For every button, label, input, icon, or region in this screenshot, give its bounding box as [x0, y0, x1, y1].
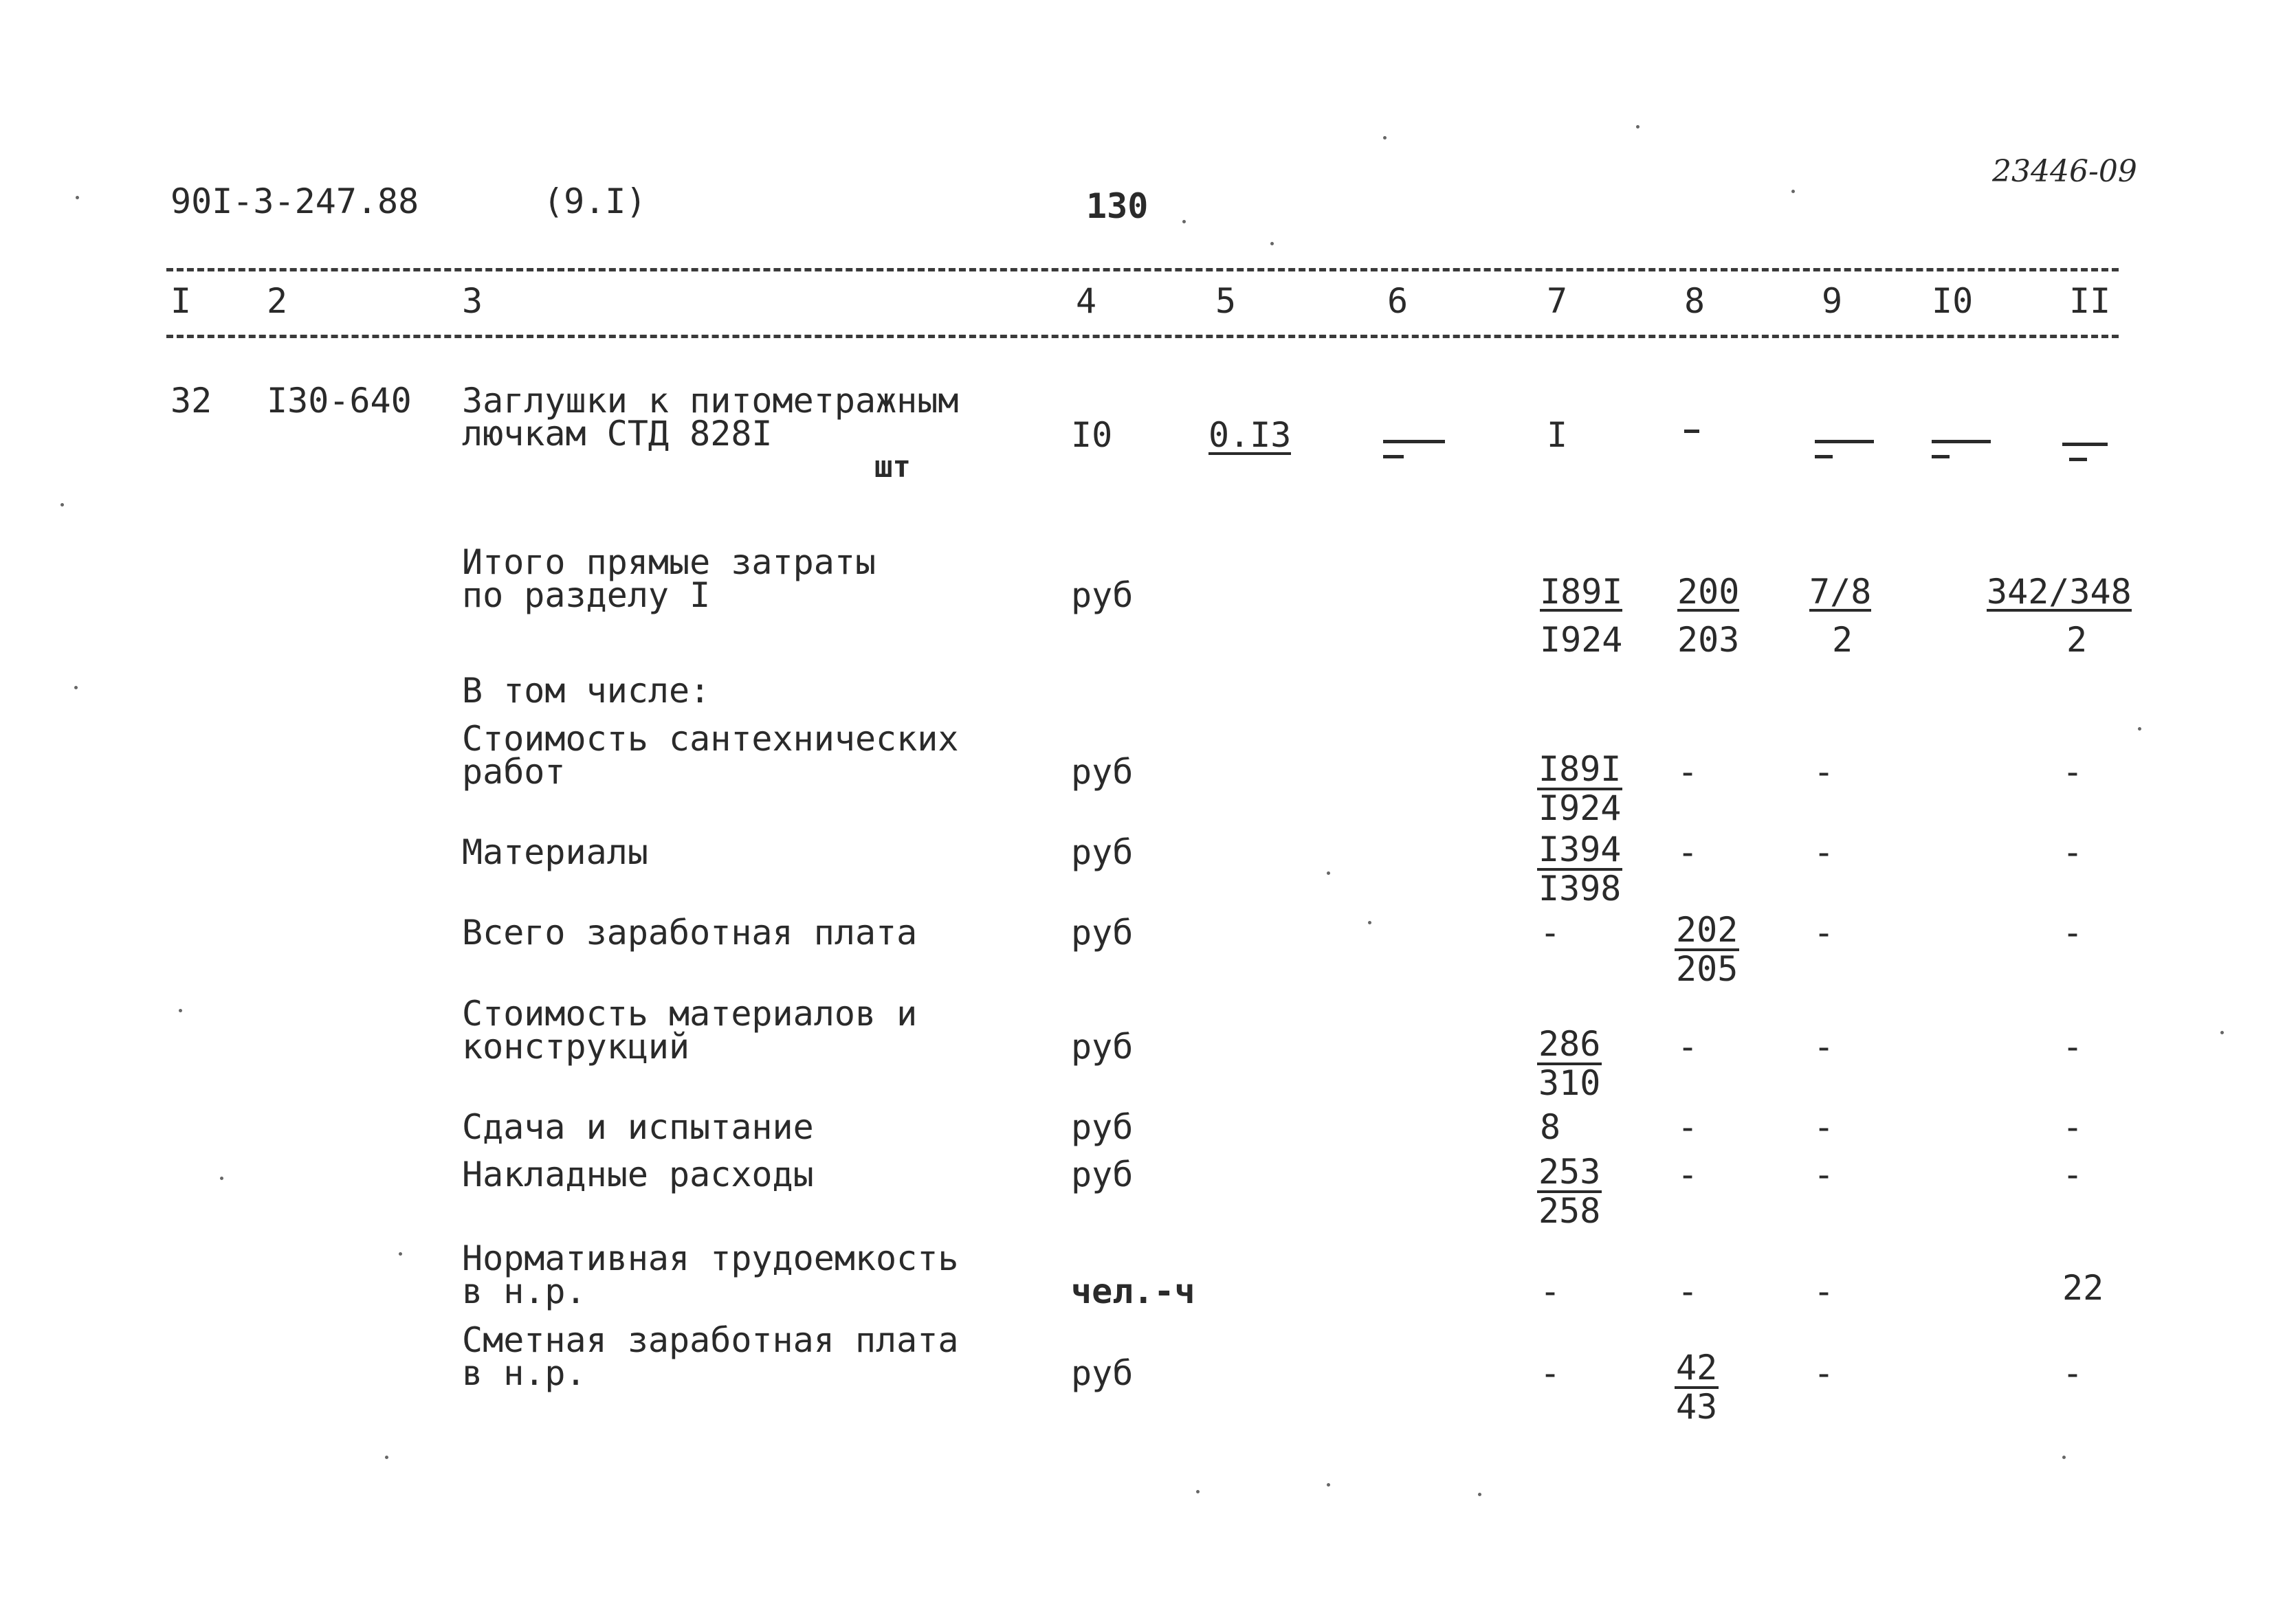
total-col8-bottom: 203: [1677, 620, 1740, 660]
total-col9-bottom: 2: [1832, 620, 1853, 660]
row-col8-top: 42: [1676, 1348, 1718, 1388]
row-unit: руб: [1071, 1353, 1134, 1393]
scan-speck: [76, 196, 79, 199]
row-col9-value: -: [1813, 1107, 1835, 1147]
row-col7-bottom: 310: [1538, 1063, 1601, 1103]
item-col9-mark-sub: [1815, 455, 1833, 458]
row-col8-value: -: [1677, 1107, 1699, 1147]
col-header-4: 4: [1076, 281, 1097, 321]
row-col7-top: I394: [1538, 830, 1622, 869]
scan-speck: [1182, 220, 1186, 223]
row-unit: руб: [1071, 1107, 1134, 1147]
item-col10-mark-sub: [1932, 455, 1950, 458]
col-header-5: 5: [1215, 281, 1237, 321]
row-col11-value: -: [2062, 832, 2084, 872]
item-col4-value: I0: [1071, 415, 1113, 455]
row-unit: руб: [1071, 913, 1134, 953]
total-col11-top: 342/348: [1987, 572, 2132, 612]
header-rule-top: [166, 268, 2119, 271]
row-col7-fraction: [1537, 1026, 1602, 1101]
row-col7-value: -: [1540, 1271, 1561, 1311]
col-header-2: 2: [267, 281, 288, 321]
total-col7-top: I89I: [1540, 572, 1623, 612]
section-number: (9.I): [543, 181, 647, 221]
row-col7-value: -: [1540, 913, 1561, 953]
item-description-line2: лючкам СТД 828I: [462, 414, 773, 454]
row-col11-value: -: [2062, 1353, 2084, 1393]
row-col9-value: -: [1813, 913, 1835, 953]
scan-speck: [2220, 1031, 2224, 1034]
scan-speck: [2062, 1456, 2066, 1459]
row-col9-value: -: [1813, 1271, 1835, 1311]
row-col9-value: -: [1813, 1353, 1835, 1393]
row-label-line2: конструкций: [462, 1027, 690, 1067]
col-header-8: 8: [1684, 281, 1706, 321]
document-code: 90I-3-247.88: [170, 181, 419, 221]
scan-speck: [1791, 190, 1795, 193]
row-col11-value: -: [2062, 1107, 2084, 1147]
col-header-10: I0: [1932, 281, 1974, 321]
row-col7-top: I89I: [1538, 749, 1622, 789]
row-col8-value: -: [1677, 1027, 1699, 1067]
item-description-line1: Заглушки к питометражным: [462, 381, 959, 421]
item-col7-value: I: [1547, 415, 1568, 455]
row-col11-value: -: [2062, 1155, 2084, 1194]
row-label-line1: Сдача и испытание: [462, 1107, 814, 1147]
col-header-11: II: [2069, 281, 2111, 321]
row-label-line1: Стоимость материалов и: [462, 994, 918, 1034]
row-col8-top: 202: [1676, 910, 1738, 950]
row-unit: руб: [1071, 1027, 1134, 1067]
row-col9-value: -: [1813, 832, 1835, 872]
scan-speck: [1270, 242, 1274, 245]
row-label-line1: Всего заработная плата: [462, 913, 918, 953]
row-unit: руб: [1071, 832, 1134, 872]
row-col7-fraction: [1537, 751, 1622, 826]
col-header-6: 6: [1387, 281, 1409, 321]
row-label-line1: Накладные расходы: [462, 1155, 814, 1194]
row-unit: руб: [1071, 752, 1134, 792]
row-unit: руб: [1071, 1155, 1134, 1194]
scan-speck: [385, 1456, 388, 1459]
scan-speck: [1196, 1490, 1200, 1493]
item-number: 32: [170, 381, 212, 421]
scan-speck: [2138, 727, 2141, 731]
scan-speck: [60, 503, 64, 507]
scan-speck: [1368, 921, 1371, 924]
row-col8-bottom: 205: [1676, 948, 1738, 989]
row-col7-bottom: I924: [1538, 788, 1622, 828]
item-col5-value: 0.I3: [1208, 415, 1292, 455]
item-code: I30-640: [267, 381, 412, 421]
scan-speck: [220, 1177, 223, 1180]
item-col9-mark: [1815, 440, 1874, 443]
item-col11-mark-sub: [2069, 458, 2087, 461]
total-col11-bottom: 2: [2066, 620, 2088, 660]
col-header-9: 9: [1822, 281, 1843, 321]
row-col8-bottom: 43: [1676, 1386, 1718, 1427]
row-col8-value: -: [1677, 832, 1699, 872]
row-label-line2: в н.р.: [462, 1353, 586, 1393]
row-unit: чел.-ч: [1071, 1271, 1195, 1311]
header-rule-bottom: [166, 335, 2119, 338]
total-col9-top: 7/8: [1809, 572, 1872, 612]
including-label: В том числе:: [462, 671, 711, 711]
row-label-line1: Сметная заработная плата: [462, 1320, 959, 1360]
total-col8-top: 200: [1677, 572, 1740, 612]
row-label-line2: в н.р.: [462, 1271, 586, 1311]
row-col11-value: -: [2062, 1027, 2084, 1067]
row-col7-fraction: [1537, 1154, 1602, 1229]
row-col11-value: -: [2062, 913, 2084, 953]
scan-speck: [1327, 871, 1330, 875]
total-col7-bottom: I924: [1540, 620, 1623, 660]
item-col6-mark-sub: [1383, 455, 1404, 458]
page-number: 130: [1086, 186, 1149, 226]
row-col8-fraction: [1675, 912, 1739, 987]
scan-speck: [1327, 1483, 1330, 1487]
row-col7-bottom: 258: [1538, 1190, 1601, 1231]
row-col7-fraction: [1537, 830, 1622, 909]
scan-speck: [179, 1009, 182, 1012]
row-col9-value: -: [1813, 1027, 1835, 1067]
item-col10-mark: [1932, 440, 1991, 443]
scan-speck: [1383, 136, 1387, 140]
col-header-3: 3: [462, 281, 483, 321]
total-label-line2: по разделу I: [462, 575, 711, 615]
col-header-1: I: [170, 281, 192, 321]
row-label-line1: Материалы: [462, 832, 648, 872]
total-unit: руб: [1071, 575, 1134, 615]
item-col11-mark: [2062, 443, 2108, 446]
row-col7-value: -: [1540, 1353, 1561, 1393]
row-label-line2: работ: [462, 752, 566, 792]
row-col9-value: -: [1813, 1155, 1835, 1194]
scan-speck: [1478, 1493, 1481, 1496]
row-col11-value: -: [2062, 752, 2084, 792]
row-col9-value: -: [1813, 752, 1835, 792]
scan-speck: [399, 1252, 402, 1256]
row-col8-fraction: [1675, 1350, 1719, 1425]
item-unit: шт: [874, 449, 911, 485]
col-header-7: 7: [1547, 281, 1568, 321]
scan-speck: [74, 686, 78, 689]
row-col7-top: 253: [1538, 1152, 1601, 1192]
row-col11-value: 22: [2062, 1268, 2104, 1308]
row-col7-bottom: I398: [1538, 868, 1622, 909]
item-col6-mark: [1383, 440, 1445, 443]
archive-stamp: 23446-09: [1992, 154, 2137, 189]
row-col8-value: -: [1677, 752, 1699, 792]
row-col8-value: -: [1677, 1271, 1699, 1311]
total-label-line1: Итого прямые затраты: [462, 542, 876, 582]
item-col8-dash: [1684, 430, 1699, 433]
scan-speck: [1636, 125, 1640, 129]
row-col7-top: 286: [1538, 1024, 1601, 1064]
row-col7-value: 8: [1540, 1107, 1561, 1147]
row-col8-value: -: [1677, 1155, 1699, 1194]
row-label-line1: Стоимость сантехнических: [462, 719, 959, 759]
row-label-line1: Нормативная трудоемкость: [462, 1238, 959, 1278]
